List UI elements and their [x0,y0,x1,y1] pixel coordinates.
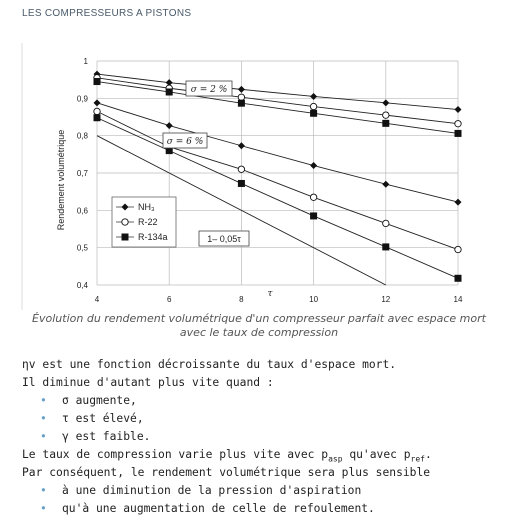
y-tick-label: 0,8 [76,131,88,141]
x-tick-label: 8 [239,295,244,304]
circle-marker [310,194,316,200]
legend-square-marker [122,234,129,241]
y-tick-label: 0,7 [76,169,88,178]
diamond-marker [455,199,462,206]
series-line [97,78,458,124]
diamond-marker [94,99,101,106]
bullet-item [22,482,432,500]
x-tick-label: 6 [166,295,172,304]
y-axis-label: Rendement volumétrique [56,129,66,231]
subscript: asp [328,454,343,464]
diamond-marker [382,99,389,106]
series-layer [94,71,462,282]
bullet-text: γ est faible. [62,430,151,443]
bullet-item [22,392,432,410]
circle-marker [310,103,316,109]
text-line-2: Il diminue d'autant plus vite quand : [22,376,274,389]
x-tick-label: 12 [381,295,391,304]
grid [97,61,458,285]
text-part: . [424,448,432,461]
square-marker [455,130,462,137]
text-part: Le taux de compression varie plus vite avec p [22,448,329,461]
bullet-dot-icon: • [40,484,47,497]
square-marker [238,100,245,107]
square-marker [94,78,101,85]
circle-marker [455,246,461,252]
bullet-item [22,500,432,518]
y-tick-label: 1 [83,57,88,66]
subscript: ref [410,454,425,464]
diamond-marker [238,142,245,149]
x-tick-label: 4 [94,295,100,304]
legend-label-r22: R-22 [138,217,158,227]
bullet-text: à une diminution de la pression d'aspiration [62,484,362,497]
diamond-marker [310,162,317,169]
legend [112,197,176,247]
square-marker [166,88,173,95]
text-line-1: ηv est une fonction décroissante du taux d'espace mort. [22,358,397,371]
explanation-text [22,356,432,518]
circle-marker [383,220,389,226]
caption-line-1: Évolution du rendement volumétrique d'un compresseur parfait avec espace mort [32,312,486,325]
square-marker [455,275,462,282]
text-line-3 [22,446,432,464]
diamond-marker [310,93,317,100]
bullet-text: τ est élevé, [62,412,144,425]
x-tick-label: 10 [309,295,319,304]
circle-marker [238,94,244,100]
bullet-dot-icon: • [40,502,47,515]
bullet-item [22,410,432,428]
square-marker [94,114,101,121]
square-marker [382,243,389,250]
y-tick-label: 0,6 [76,206,88,216]
square-marker [382,120,389,127]
square-marker [310,212,317,219]
diamond-marker [382,181,389,188]
bullet-text: σ augmente, [62,394,137,407]
y-tick-label: 0,9 [76,94,88,104]
legend-circle-marker [122,219,128,225]
annotation-sigma-2: σ = 2 % [190,85,228,95]
legend-label-r134a: R-134a [138,232,168,242]
figure-caption [0,312,518,340]
text-line-4: Par conséquent, le rendement volumétrique sera plus sensible [22,466,431,479]
bullet-dot-icon: • [40,430,47,443]
square-marker [310,110,317,117]
y-tick-label: 0,4 [76,281,88,290]
bullet-dot-icon: • [40,412,47,425]
circle-marker [238,166,244,172]
circle-marker [455,121,461,127]
y-tick-label: 0,5 [76,243,88,253]
series-line [97,74,458,109]
diamond-marker [455,106,462,113]
circle-marker [383,112,389,118]
diamond-marker [166,122,173,129]
series-line [97,82,458,134]
text-part: qu'avec p [342,448,411,461]
annotation-sigma-6: σ = 6 % [166,137,204,147]
x-tick-label: 14 [453,295,463,304]
legend-label-nh3: NH₃ [138,202,155,212]
bullet-dot-icon: • [40,394,47,407]
square-marker [238,180,245,187]
circle-marker [94,108,100,114]
x-axis-label: τ [267,289,273,299]
diamond-marker [238,86,245,93]
page-header: LES COMPRESSEURS A PISTONS [22,8,192,19]
caption-line-2: avec le taux de compression [179,326,339,339]
annotation-refline: 1– 0,05τ [207,234,241,244]
bullet-item [22,428,432,446]
bullet-text: qu'à une augmentation de celle de refoulement. [62,502,375,515]
